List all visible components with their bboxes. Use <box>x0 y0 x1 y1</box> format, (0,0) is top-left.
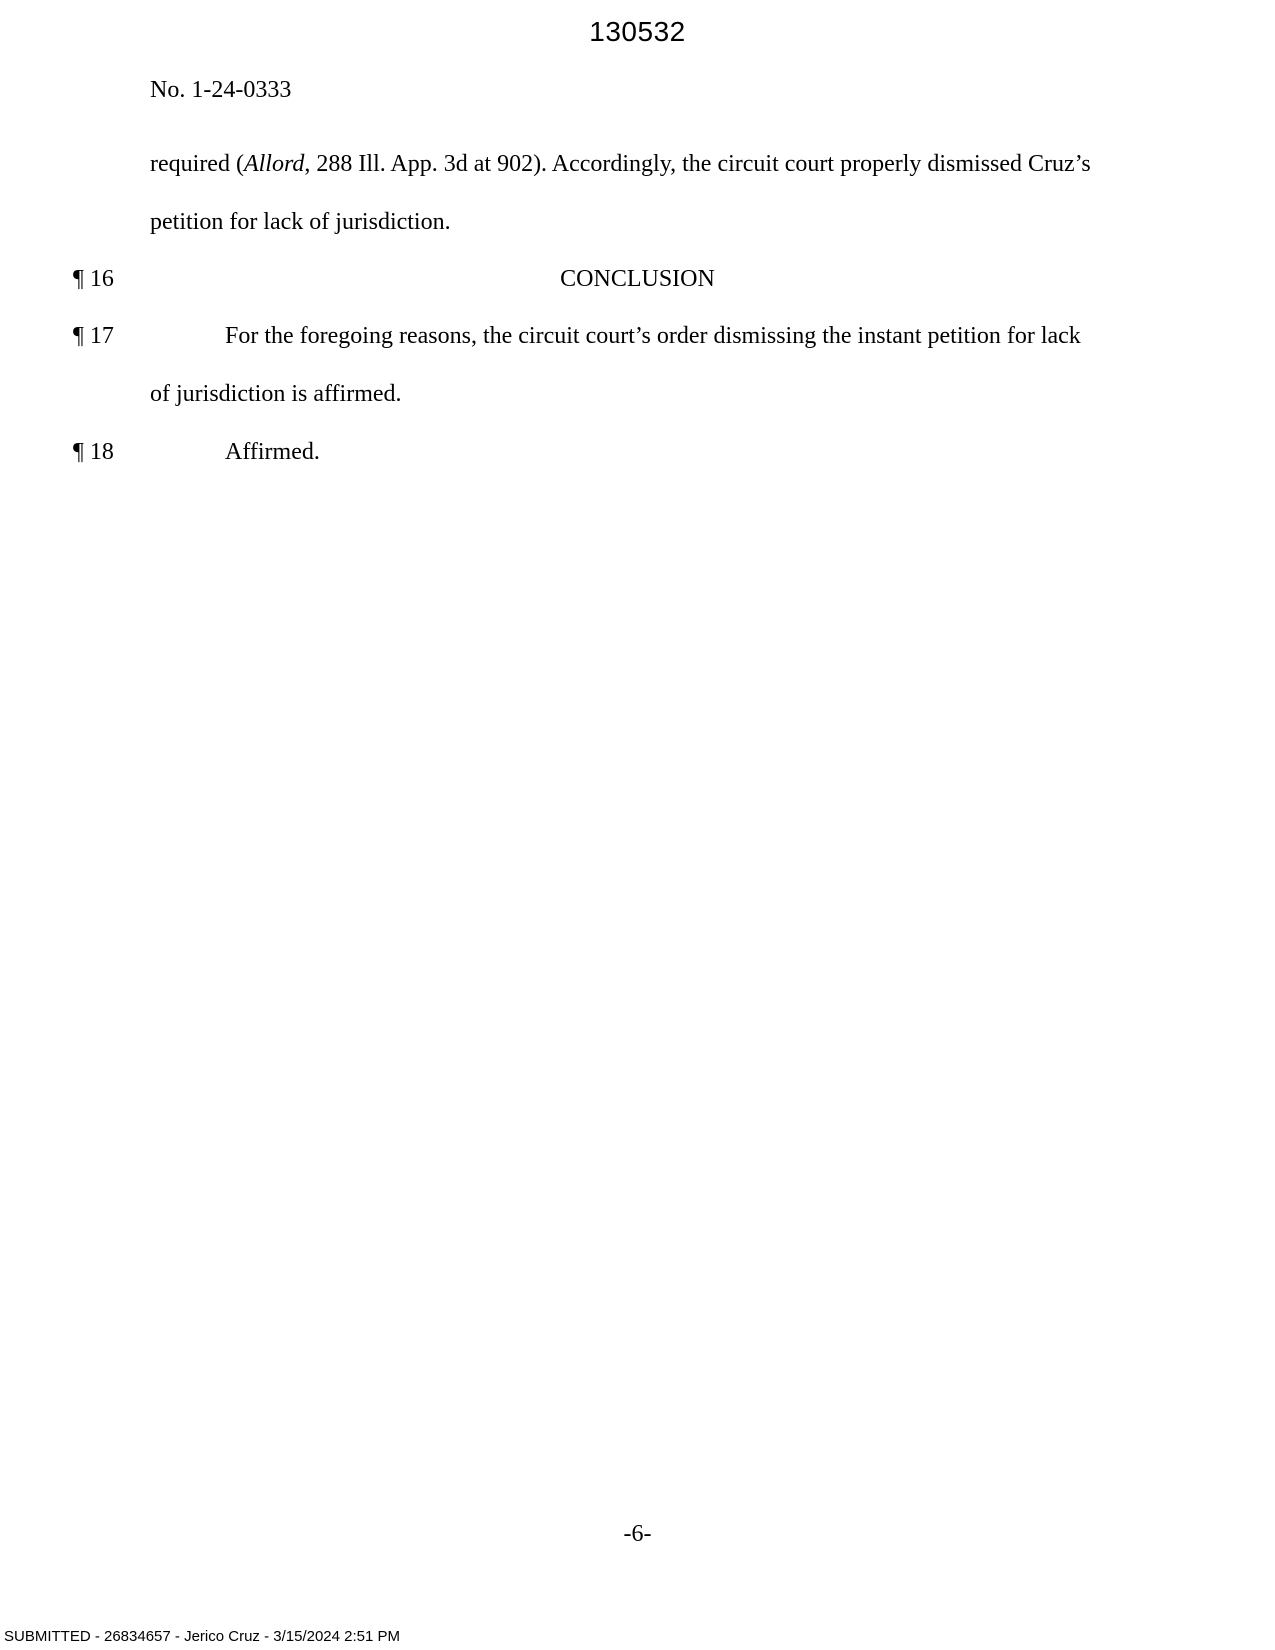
page-number: -6- <box>623 1521 652 1547</box>
continuation-line-2: petition for lack of jurisdiction. <box>150 209 451 235</box>
case-number: No. 1-24-0333 <box>150 77 292 103</box>
submission-stamp: SUBMITTED - 26834657 - Jerico Cruz - 3/15/2024 2:51 PM <box>4 1628 401 1645</box>
continuation-line-1 <box>150 152 1091 176</box>
paragraph-17-line-1: For the foregoing reasons, the circuit court’s order dismissing the instant petition for lack <box>225 323 1081 349</box>
citation-italic: Allord <box>243 151 305 177</box>
docket-stamp-number: 130532 <box>589 16 686 47</box>
section-heading-conclusion: CONCLUSION <box>560 266 715 292</box>
paragraph-number-17: ¶ 17 <box>73 323 114 349</box>
paragraph-number-16: ¶ 16 <box>73 266 114 292</box>
paragraph-number-18: ¶ 18 <box>73 439 114 465</box>
paragraph-17-line-2: of jurisdiction is affirmed. <box>150 381 402 407</box>
continuation-suffix: , 288 Ill. App. 3d at 902). Accordingly, the circuit court properly dismissed Cruz’s <box>304 151 1091 177</box>
paragraph-18-text: Affirmed. <box>225 439 320 465</box>
continuation-prefix: required ( <box>150 151 244 177</box>
